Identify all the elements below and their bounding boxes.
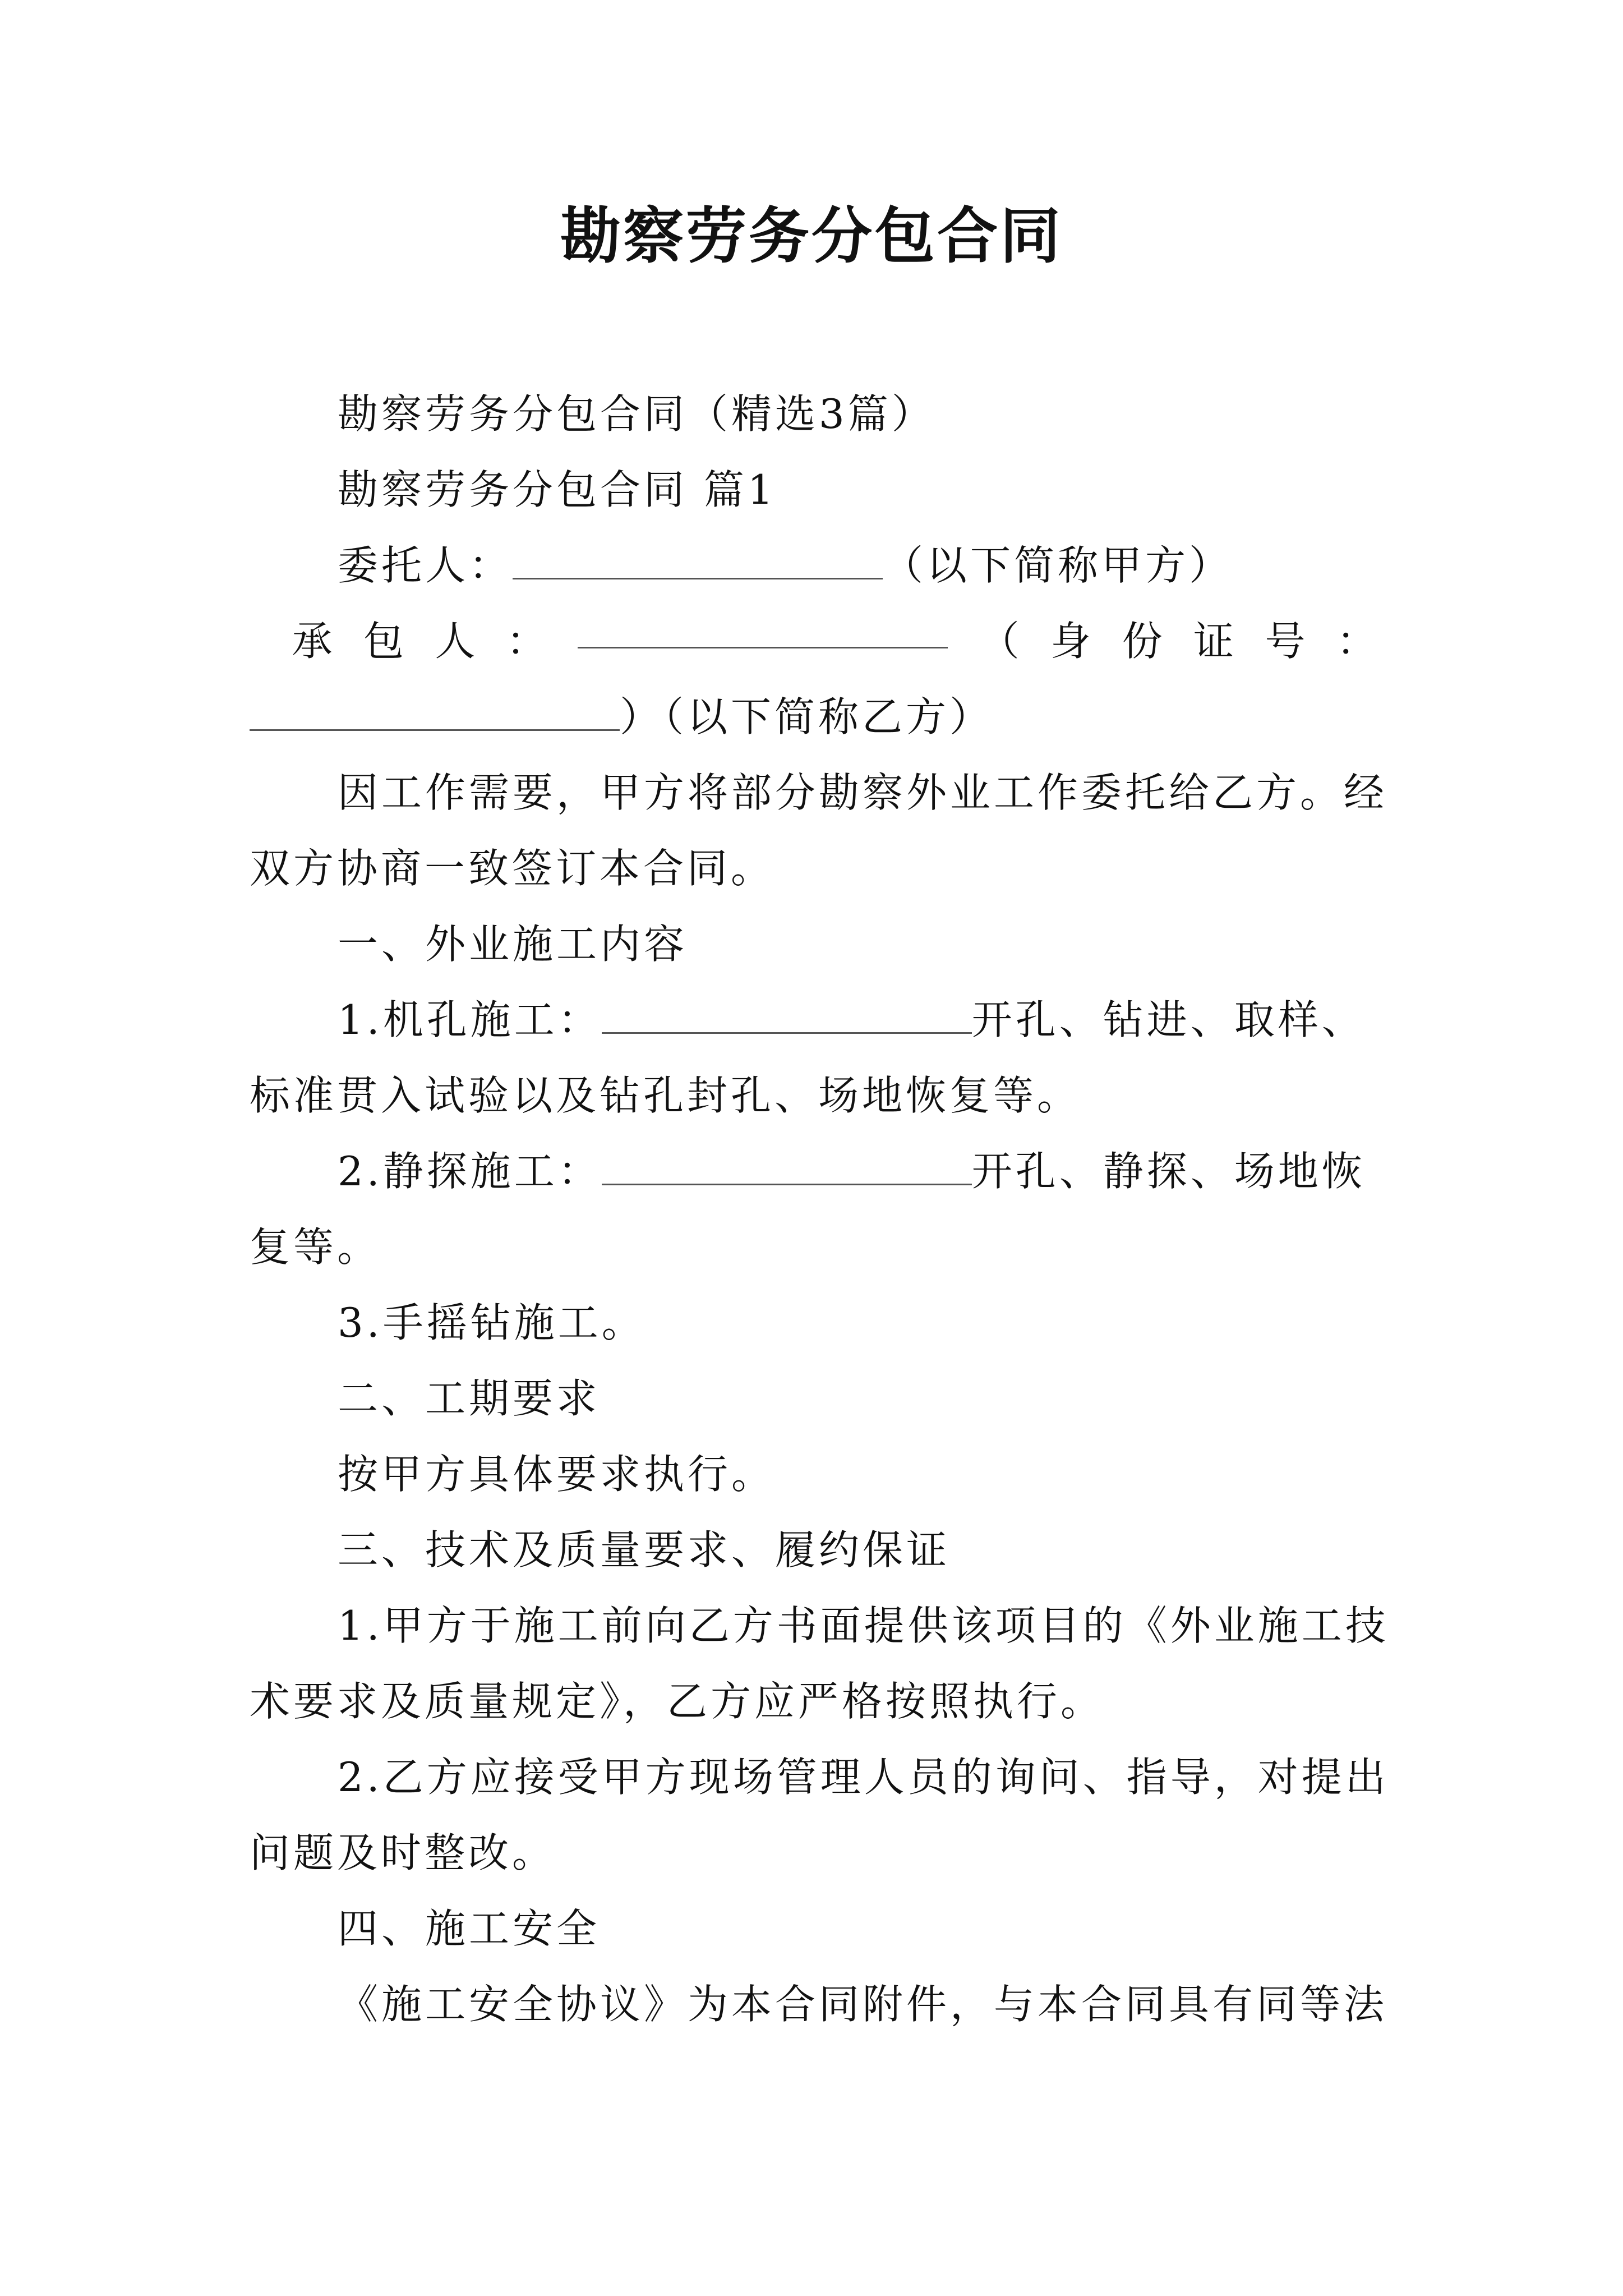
contractor-suffix: ）（以下简称乙方） (620, 693, 994, 740)
contractor-char: 证 (1193, 618, 1234, 665)
item2-blank (602, 1150, 972, 1185)
contractor-id-line (250, 689, 993, 745)
client-label: 委托人： (338, 542, 513, 589)
contractor-char: ： (1336, 618, 1377, 665)
sec1-item2-line2: 复等。 (250, 1223, 381, 1271)
sec3-item2-line2: 问题及时整改。 (250, 1829, 556, 1876)
intro-line-1: 因工作需要，甲方将部分勘察外业工作委托给乙方。经 (338, 769, 1388, 816)
sec1-item2-line1 (338, 1143, 1366, 1199)
contractor-char: 承 (292, 618, 333, 665)
document-title: 勘察劳务分包合同 (560, 201, 1063, 272)
sec1-item1-line1 (338, 992, 1366, 1048)
sec3-heading: 三、技术及质量要求、履约保证 (338, 1526, 951, 1573)
client-name-blank (513, 544, 883, 579)
sec1-item3: 3.手摇钻施工。 (338, 1299, 645, 1346)
item2-prefix: 2.静探施工： (338, 1148, 602, 1195)
contractor-char: 号 (1265, 618, 1306, 665)
contractor-char: 人 (435, 618, 476, 665)
sec3-item1-line2: 术要求及质量规定》，乙方应严格按照执行。 (250, 1678, 1105, 1725)
contractor-char: （ (979, 618, 1020, 665)
item1-prefix: 1.机孔施工： (338, 996, 602, 1043)
contractor-name-blank (578, 613, 948, 648)
sec1-heading: 一、外业施工内容 (338, 921, 688, 968)
section-heading: 勘察劳务分包合同 篇1 (338, 466, 777, 513)
contractor-char: ： (506, 618, 547, 665)
sec3-item1-line1: 1.甲方于施工前向乙方书面提供该项目的《外业施工技 (338, 1602, 1389, 1649)
client-suffix: （以下简称甲方） (883, 542, 1233, 589)
contractor-char: 包 (363, 618, 404, 665)
item1-suffix: 开孔、钻进、取样、 (971, 996, 1366, 1043)
sec4-text-line1: 《施工安全协议》为本合同附件，与本合同具有同等法 (338, 1981, 1388, 2028)
sec2-text: 按甲方具体要求执行。 (338, 1451, 776, 1498)
contractor-char: 份 (1122, 618, 1163, 665)
item2-suffix: 开孔、静探、场地恢 (971, 1148, 1366, 1195)
contractor-line (250, 613, 1377, 669)
subtitle: 勘察劳务分包合同（精选3篇） (338, 390, 935, 438)
contractor-char: 身 (1050, 618, 1091, 665)
client-line (338, 537, 1233, 593)
sec2-heading: 二、工期要求 (338, 1375, 601, 1422)
indent-spacer (250, 613, 261, 669)
sec4-heading: 四、施工安全 (338, 1905, 601, 1952)
sec3-item2-line1: 2.乙方应接受甲方现场管理人员的询问、指导，对提出 (338, 1754, 1389, 1801)
intro-line-2: 双方协商一致签订本合同。 (250, 845, 775, 892)
sec1-item1-line2: 标准贯入试验以及钻孔封孔、场地恢复等。 (250, 1072, 1081, 1119)
contractor-id-blank (250, 696, 620, 731)
item1-blank (602, 999, 972, 1034)
